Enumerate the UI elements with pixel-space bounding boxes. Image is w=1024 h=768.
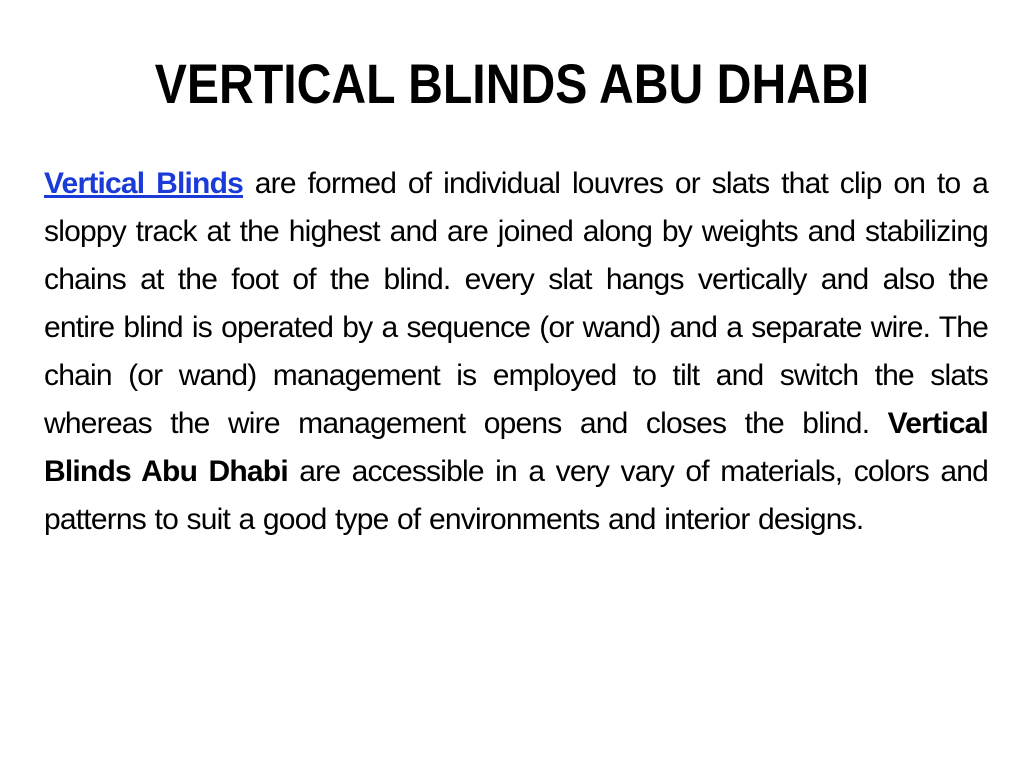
paragraph-text-part-2: are accessible in a very vary of materials, colors and patterns to suit a good type of environments and interior designs. bbox=[44, 455, 989, 536]
body-paragraph bbox=[44, 160, 988, 544]
vertical-blinds-link[interactable]: Vertical Blinds bbox=[44, 167, 243, 200]
slide-title: VERTICAL BLINDS ABU DHABI bbox=[154, 52, 870, 115]
bold-keyword: Vertical Blinds Abu Dhabi bbox=[44, 407, 988, 488]
paragraph-text-part-1: are formed of individual louvres or slats that clip on to a sloppy track at the highest and are joined along by weights and stabilizing chains at the foot of the blind. every slat hangs vertically and also the entire blind is operated by a sequence (or wand) and a separate wire. The chain (or wand) management is employed to tilt and switch the slats whereas the wire management opens and closes the blind. bbox=[44, 167, 989, 440]
